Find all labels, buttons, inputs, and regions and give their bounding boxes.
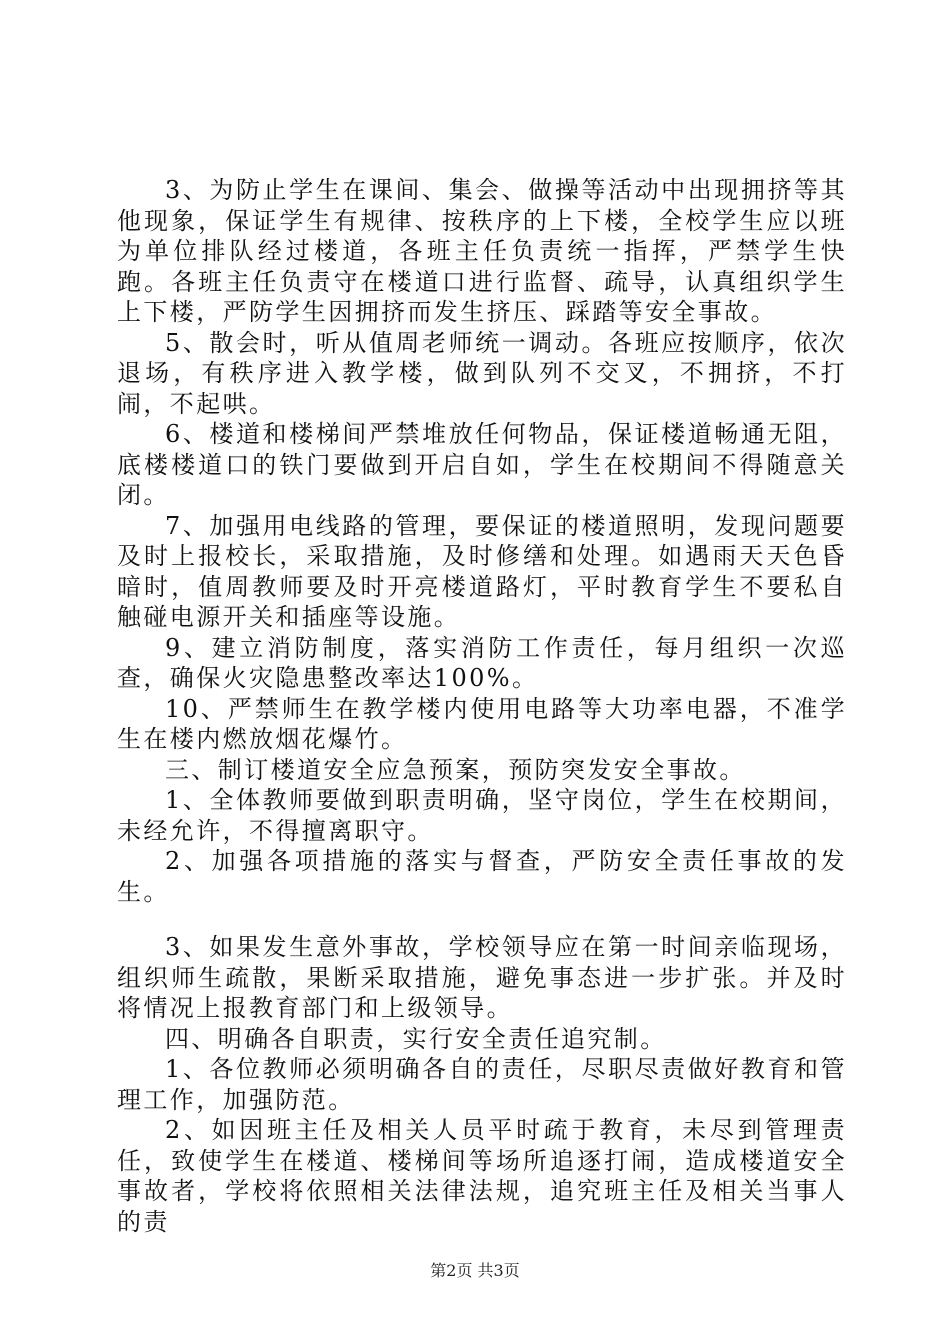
paragraph-item-5: 5、散会时，听从值周老师统一调动。各班应按顺序，依次退场，有秩序进入教学楼，做到队列不交叉，不拥挤，不打闹，不起哄。	[117, 328, 847, 418]
paragraph-item-3: 3、为防止学生在课间、集会、做操等活动中出现拥挤等其他现象，保证学生有规律、按秩序的上下楼，全校学生应以班为单位排队经过楼道，各班主任负责统一指挥，严禁学生快跑。各班主任负责守在楼道口进行监督、疏导，认真组织学生上下楼，严防学生因拥挤而发生挤压、踩踏等安全事故。	[117, 176, 847, 326]
paragraph-item-10: 10、严禁师生在教学楼内使用电路等大功率电器，不准学生在楼内燃放烟花爆竹。	[117, 694, 847, 753]
paragraph-item-9: 9、建立消防制度，落实消防工作责任，每月组织一次巡查，确保火灾隐患整改率达100%。	[117, 633, 847, 692]
paragraph-item-2-supervision: 2、加强各项措施的落实与督查，严防安全责任事故的发生。	[117, 847, 847, 906]
page-number-footer: 第2页 共3页	[430, 1261, 520, 1280]
paragraph-item-2-accountability: 2、如因班主任及相关人员平时疏于教育，未尽到管理责任，致使学生在楼道、楼梯间等场所追逐打闹，造成楼道安全事故者，学校将依照相关法律法规，追究班主任及相关当事人的责	[117, 1116, 847, 1236]
paragraph-item-1-duties: 1、全体教师要做到职责明确，坚守岗位，学生在校期间，未经允许，不得擅离职守。	[117, 786, 847, 845]
paragraph-item-1-responsibility: 1、各位教师必须明确各自的责任，尽职尽责做好教育和管理工作，加强防范。	[117, 1055, 847, 1114]
section-heading-4: 四、明确各自职责，实行安全责任追究制。	[165, 1024, 667, 1053]
section-heading-3: 三、制订楼道安全应急预案，预防突发安全事故。	[165, 755, 746, 784]
paragraph-item-7: 7、加强用电线路的管理，要保证的楼道照明，发现问题要及时上报校长，采取措施，及时修缮和处理。如遇雨天天色昏暗时，值周教师要及时开亮楼道路灯，平时教育学生不要私自触碰电源开关和插座等设施。	[117, 511, 847, 631]
document-body	[117, 175, 847, 1237]
paragraph-item-3-emergency: 3、如果发生意外事故，学校领导应在第一时间亲临现场，组织师生疏散，果断采取措施，避免事态进一步扩张。并及时将情况上报教育部门和上级领导。	[117, 933, 847, 1022]
paragraph-item-6: 6、楼道和楼梯间严禁堆放任何物品，保证楼道畅通无阻，底楼楼道口的铁门要做到开启自如，学生在校期间不得随意关闭。	[117, 420, 847, 509]
